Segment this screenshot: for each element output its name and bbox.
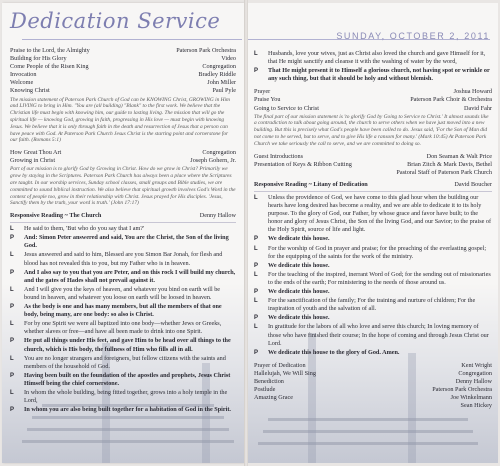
program-item bbox=[254, 394, 492, 402]
reading-line bbox=[254, 50, 492, 66]
program-item-leader: Joseph Gohern, Jr. bbox=[190, 157, 236, 165]
program-item bbox=[10, 87, 236, 95]
reading-text: As the body is one and has many members, but all the members of that one body, being many, are one body: so also is Christ. bbox=[24, 303, 222, 319]
program-item-title: Knowing Christ bbox=[10, 87, 50, 95]
program-item-title: Prayer bbox=[254, 88, 271, 96]
program-item bbox=[10, 149, 236, 157]
reading-line bbox=[254, 349, 492, 357]
program-item-leader: Joshua Howard bbox=[453, 88, 492, 96]
reading-text: Husbands, love your wives, just as Christ also loved the church and gave Himself for it, that He might sanctify and cleanse it with the washing of water by the word, bbox=[268, 50, 486, 66]
program-item-leader: Paterson Park Orchestra bbox=[432, 386, 492, 394]
program-item-leader: Denny Hallow bbox=[455, 377, 492, 385]
program-item-title: Going to Service to Christ bbox=[254, 104, 319, 112]
speaker-marker: L bbox=[254, 195, 258, 202]
speaker-marker: L bbox=[10, 355, 14, 362]
reading-line bbox=[254, 288, 492, 296]
program-item bbox=[254, 153, 492, 161]
speaker-marker: L bbox=[254, 51, 258, 57]
program-item-title: Prayer of Dedication bbox=[254, 361, 306, 369]
reading-line bbox=[254, 271, 492, 287]
speaker-marker: P bbox=[254, 68, 259, 75]
program-item bbox=[254, 169, 492, 177]
reading-text: And I also say to you that you are Peter, and on this rock I will build my church, and the gates of Hades shall not prevail against it. bbox=[24, 268, 236, 284]
speaker-marker: P bbox=[254, 262, 259, 269]
program-item-leader: Kent Wright bbox=[461, 361, 492, 369]
reading-line bbox=[10, 389, 236, 405]
reading-line bbox=[10, 320, 236, 336]
program-item bbox=[10, 71, 236, 79]
speaker-marker: L bbox=[10, 252, 14, 259]
reading-line bbox=[10, 337, 236, 353]
speaker-marker: L bbox=[10, 226, 14, 233]
speaker-marker: P bbox=[254, 315, 259, 322]
speaker-marker: L bbox=[254, 324, 258, 331]
reading-text: He said to them, 'But who do you say that I am?' bbox=[24, 225, 145, 233]
speaker-marker: L bbox=[254, 271, 258, 278]
program-item-leader: David Fahr bbox=[463, 104, 492, 112]
speaker-marker: L bbox=[254, 298, 258, 305]
service-date: SUNDAY, OCTOBER 2, 2011 bbox=[336, 31, 490, 41]
program-item-title: Come People of the Risen King bbox=[10, 63, 89, 71]
growing-note: Part of our mission is to glorify God by Growing in Christ. How do we grow in Christ? Primarily we grow by staying in the Scriptures. Paterson Park Church has always been a place where the Scriptures are taught. In our worship services, Sunday school classes, small groups and Bible studies, we are committed to sound biblical instruction. We also believe that spiritual growth involves God's Word in the context of people too, grow in their relationship with Christ. Jesus prayed for His disciples. 'Jesus, Sanctify them by the truth, your word is truth.' (John 17:17) bbox=[10, 166, 236, 207]
program-item-leader: Pastoral Staff of Paterson Park Church bbox=[396, 168, 492, 176]
left-content bbox=[10, 47, 236, 415]
reading-text: We dedicate this house. bbox=[268, 314, 330, 322]
reading-line bbox=[254, 262, 492, 270]
program-item bbox=[254, 378, 492, 386]
speaker-marker: P bbox=[254, 236, 259, 243]
program-item bbox=[10, 47, 236, 55]
right-content bbox=[254, 49, 492, 410]
program-item-title: Building for His Glory bbox=[10, 55, 67, 63]
program-item-leader: Paterson Park Orchestra bbox=[176, 47, 236, 54]
program-item-title: Welcome bbox=[10, 79, 34, 87]
reading-text: He put all things under His feet, and gave Him to be head over all things to the church, which is His body, the fullness of Him who fills all in all. bbox=[24, 337, 231, 353]
program-item-title: Growing in Christ bbox=[10, 157, 56, 165]
program-item-leader: Paterson Park Choir & Orchestra bbox=[410, 96, 492, 104]
reading-line bbox=[10, 251, 236, 267]
speaker-marker: P bbox=[10, 407, 15, 414]
reading-line bbox=[10, 303, 236, 319]
program-item bbox=[254, 402, 492, 410]
reading-line bbox=[254, 235, 492, 243]
program-item-title: Presentation of Keys & Ribbon Cutting bbox=[254, 160, 352, 168]
program-item-title: Praise You bbox=[254, 96, 281, 104]
program-item bbox=[254, 386, 492, 394]
responsive-reading-heading: Responsive Reading ~ The Church Denny Hallow bbox=[10, 212, 236, 220]
program-item-title: Amazing Grace bbox=[254, 394, 293, 402]
reading-text: Having been built on the foundation of the apostles and prophets, Jesus Christ Himself being the chief cornerstone. bbox=[24, 371, 231, 387]
reading-line bbox=[10, 286, 236, 302]
program-item bbox=[254, 105, 492, 113]
speaker-marker: L bbox=[10, 286, 14, 293]
speaker-marker: P bbox=[254, 289, 259, 296]
program-item-leader: John Miller bbox=[207, 79, 236, 87]
speaker-marker: L bbox=[10, 321, 14, 328]
speaker-marker: P bbox=[10, 269, 15, 276]
reading-line bbox=[10, 225, 236, 233]
reading-line bbox=[254, 314, 492, 322]
reading-text: And: Simon Peter answered and said, You are the Christ, the Son of the living God. bbox=[24, 234, 229, 250]
reading-text: In whom you are also being built together for a habitation of God in the Spirit. bbox=[24, 406, 231, 414]
reading-text: For by one Spirit we were all baptized into one body—whether Jews or Greeks, whether slaves or free—and have all been made to drink into one Spirit. bbox=[24, 320, 222, 336]
left-page bbox=[2, 3, 244, 463]
reading-line bbox=[254, 297, 492, 313]
program-item-title: How Great Thou Art bbox=[10, 149, 62, 157]
reading-text: And I will give you the keys of heaven, and whatever you bind on earth will be bound in heaven, and whatever you loose on earth will be loosed in heaven. bbox=[24, 285, 221, 301]
right-page bbox=[248, 3, 498, 463]
reading-text: For the sanctification of the family; For the training and nurture of children; For the inspiration of youth and the salvation of all. bbox=[268, 297, 476, 313]
program-item-leader: Congregation bbox=[202, 63, 236, 71]
program-item bbox=[254, 96, 492, 104]
program-item-title: Benediction bbox=[254, 377, 284, 385]
reading-line bbox=[10, 372, 236, 388]
reading-line bbox=[254, 245, 492, 261]
program-item-leader: Paul Pyle bbox=[212, 87, 236, 95]
program-item bbox=[10, 63, 236, 71]
program-item bbox=[254, 161, 492, 169]
reading-line bbox=[10, 234, 236, 250]
program-item-leader: Brian Zitch & Mark Davis, Bethel bbox=[407, 160, 492, 168]
page-title: Dedication Service bbox=[10, 9, 221, 33]
program-item-title: Praise to the Lord, the Almighty bbox=[10, 47, 90, 54]
reading-line bbox=[10, 406, 236, 414]
reading-text: We dedicate this house to the glory of God. Amen. bbox=[268, 348, 400, 356]
program-item-leader: Congregation bbox=[458, 369, 492, 377]
reading-line bbox=[10, 355, 236, 371]
reading-line bbox=[10, 269, 236, 285]
program-item-title: Hallelujah, We Will Sing bbox=[254, 369, 316, 377]
reading-text: You are no longer strangers and foreigners, but fellow citizens with the saints and members of the household of God. bbox=[24, 354, 226, 370]
reading-text: Unless the providence of God, we have come to this glad hour when the building our hearts have long desired has become a reality, and we are able to dedicate it to its holy purpose. To the glory of God, our Father, by whose grace and favor have built; to the honor and glory of Jesus Christ, the Son of the living God, and our Savior; to the praise of the Holy Spirit, source of life and light. bbox=[268, 194, 492, 234]
speaker-marker: P bbox=[10, 372, 15, 379]
reading-text: We dedicate this house. bbox=[268, 235, 330, 243]
reading-text: For the worship of God in prayer and praise; for the preaching of the everlasting gospel; for the equipping of the saints for the work of the ministry. bbox=[268, 244, 487, 260]
program-item-leader: Congregation bbox=[202, 149, 236, 157]
reading-text: Jesus answered and said to him, Blessed are you Simon Bar Jonah, for flesh and blood has not revealed this to you, but my Father who is in heaven. bbox=[24, 251, 223, 267]
reading-line bbox=[254, 67, 492, 83]
heading-rule bbox=[254, 191, 492, 192]
program-item-leader: Bradley Riddle bbox=[198, 71, 236, 79]
speaker-marker: P bbox=[254, 349, 259, 356]
speaker-marker: P bbox=[10, 235, 15, 242]
going-note: The final part of our mission statement is 'to glorify God by Going to Service to Christ.' It almost sounds like a contradiction to talk about going around, the church to serve others when we have just moved into a new building. But this is precisely what God's people have been called to do. Jesus said, 'For the Son of Man did not come to be served, but to serve, and to give His life a ransom for many.' (Mark 10:45) At Paterson Park Church we take seriously the call to serve, and we are committed to doing so. bbox=[254, 113, 489, 147]
reading-text: In whom the whole building, being fitted together, grows into a holy temple in the Lord, bbox=[24, 388, 228, 405]
title-divider bbox=[22, 39, 242, 40]
program-item bbox=[254, 370, 492, 378]
speaker-marker: P bbox=[10, 338, 15, 345]
speaker-marker: L bbox=[10, 389, 14, 396]
knowing-note: The mission statement of Paterson Park Church of God can be KNOWING Christ, GROWING in Him and LIVING to bring in Him. "You are (all building) "Blank" to the first work. We believe that the Christian life must begin with knowing him, our guide to lasting living. The mission that will go the spiritual life — knowing God, growing in faith, progressing in His love — must begin with knowing Jesus. We believe that it is only through faith in the death and resurrection of Jesus that a person can have peace with God. At Paterson Park Church Jesus Christ is the starting point and cornerstone for our faith. (Romans 5:1) bbox=[10, 96, 230, 144]
heading-rule bbox=[10, 222, 236, 223]
speaker-marker: P bbox=[10, 304, 15, 311]
program-item-leader: Don Seaman & Walt Price bbox=[426, 152, 492, 160]
program-item bbox=[10, 157, 236, 165]
reading-text: We dedicate this house. bbox=[268, 261, 330, 269]
program-item bbox=[10, 55, 236, 63]
reading-text: We dedicate this house. bbox=[268, 288, 330, 296]
program-item-leader: Joe Winkelmann bbox=[450, 394, 492, 402]
program-item-title: Postlude bbox=[254, 386, 276, 394]
reading-line bbox=[254, 323, 492, 347]
program-item-title: Invocation bbox=[10, 71, 37, 79]
program-item bbox=[254, 88, 492, 96]
reading-text: That He might present it to Himself a glorious church, not having spot or wrinkle or any such thing, but that it should be holy and without blemish. bbox=[268, 67, 490, 83]
program-item-title: Guest Introductions bbox=[254, 152, 303, 160]
program-item bbox=[10, 79, 236, 87]
program-item-leader: Sean Hickey bbox=[460, 402, 492, 410]
reading-text: In gratitude for the labors of all who love and serve this church; In loving memory of those who have finished their course; In the hope of coming and through Jesus Christ our Lord. bbox=[268, 323, 489, 347]
reading-line bbox=[254, 194, 492, 234]
program-item bbox=[254, 362, 492, 370]
reading-text: For the teaching of the inspired, inerrant Word of God; for the sending out of missionaries to the ends of the earth; For ministering to the needs of those around us. bbox=[268, 270, 491, 286]
litany-heading: Responsive Reading ~ Litany of Dedication David Boucher bbox=[254, 180, 492, 188]
speaker-marker: L bbox=[254, 245, 258, 252]
program-item-leader: Video bbox=[221, 55, 236, 63]
